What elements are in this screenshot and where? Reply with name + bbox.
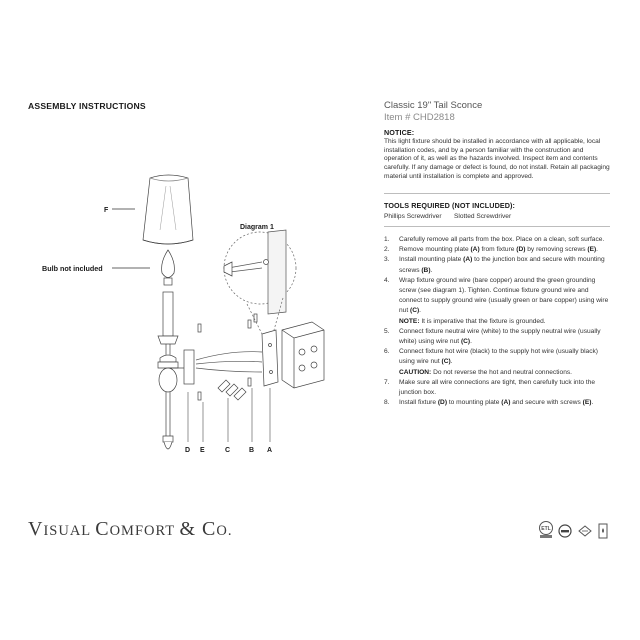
part-reference: (D) [437, 399, 448, 407]
part-reference: (D) [516, 246, 526, 254]
step-text: . [430, 266, 433, 274]
note-label: NOTE: [399, 317, 420, 325]
instruction-step [384, 327, 610, 347]
assembly-diagram [0, 0, 380, 480]
step-text: . [596, 246, 599, 254]
junction-box-illustration [282, 322, 324, 388]
part-reference: (C) [460, 338, 471, 346]
page-title: ASSEMBLY INSTRUCTIONS [28, 101, 146, 111]
step-text: Install fixture [399, 399, 438, 407]
step-note [399, 368, 610, 378]
step-text: . [419, 307, 421, 315]
label-part-a: A [267, 447, 273, 454]
lamp-shade-illustration [143, 175, 193, 244]
step-number: 7. [384, 378, 390, 386]
item-number: Item # CHD2818 [384, 112, 455, 123]
step-number: 8. [384, 399, 390, 407]
step-text: Remove mounting plate [399, 246, 471, 254]
part-reference: (E) [587, 246, 597, 254]
instruction-step [384, 245, 610, 255]
divider [384, 193, 610, 194]
step-text: Make sure all wire connections are tight, then carefully tuck into the junction box. [399, 378, 596, 397]
tool-phillips-screwdriver: Phillips Screwdriver [384, 213, 442, 220]
instruction-step [384, 255, 610, 275]
step-number: 3. [384, 256, 390, 264]
step-text: . [591, 399, 594, 407]
label-diagram-1: Diagram 1 [240, 224, 274, 231]
wire-nut-illustration [218, 380, 246, 400]
label-bulb-not-included: Bulb not included [42, 264, 103, 273]
divider [384, 226, 610, 227]
damp-location-icon [598, 523, 608, 539]
etl-listed-icon [538, 520, 554, 540]
instruction-steps [384, 235, 610, 408]
instruction-step [384, 235, 610, 245]
step-text: from fixture [479, 246, 517, 254]
mounting-plate-illustration [262, 330, 278, 386]
step-text: by removing screws [525, 246, 588, 254]
step-text: Wrap fixture ground wire (bare copper) around the green grounding screw (see diagram 1). Tighten. Continue fixture ground wire and connect to supply ground wire (usually green or bare copper) using wire nut [399, 276, 609, 315]
note-text: Do not reverse the hot and neutral connections. [431, 368, 572, 376]
label-part-d: D [185, 447, 191, 454]
part-reference: (C) [410, 307, 420, 315]
step-text: . [470, 338, 472, 346]
instruction-step [384, 347, 610, 378]
note-label: CAUTION: [399, 368, 432, 376]
step-number: 2. [384, 246, 390, 254]
step-number: 1. [384, 236, 390, 243]
led-bulb-icon [578, 525, 592, 537]
instruction-step [384, 398, 610, 408]
product-name: Classic 19" Tail Sconce [384, 100, 483, 111]
part-reference: (B) [421, 266, 431, 274]
tools-heading: TOOLS REQUIRED (NOT INCLUDED): [384, 201, 516, 210]
notice-body: This light fixture should be installed in accordance with all applicable, local installation codes, and by a person familiar with the construction and operation of it, as well as the hazards involved. Inspect item and contents carefully. If any damage or defect is found, do not install. Retain all packaging material until installation is complete and approved. [384, 138, 610, 180]
step-text: to the junction box and secure with mounting screws [399, 256, 605, 274]
step-text: Connect fixture neutral wire (white) to the supply neutral wire (usually white) using wire nut [399, 327, 601, 346]
part-reference: (A) [470, 246, 480, 254]
part-reference: (A) [501, 399, 511, 407]
tool-slotted-screwdriver: Slotted Screwdriver [454, 213, 512, 220]
part-reference: (E) [582, 399, 592, 407]
part-reference: (C) [441, 358, 451, 366]
bulb-illustration [162, 250, 175, 285]
diagram-1-detail [224, 230, 296, 334]
label-part-b: B [249, 447, 255, 454]
step-number: 6. [384, 348, 390, 356]
step-text: and secure with screws [510, 399, 583, 407]
label-shade: F [104, 207, 109, 214]
brand-logo: VISUAL COMFORT & CO. [28, 518, 233, 540]
step-text: Connect fixture hot wire (black) to the supply hot wire (usually black) using wire nut [399, 348, 598, 366]
step-note [399, 317, 610, 327]
step-text: Carefully remove all parts from the box. Place on a clean, soft surface. [399, 236, 605, 243]
svg-text:ETL: ETL [541, 526, 551, 532]
part-reference: (A) [463, 256, 473, 264]
step-number: 4. [384, 276, 390, 284]
note-text: It is imperative that the fixture is grounded. [419, 317, 546, 325]
step-number: 5. [384, 327, 390, 335]
step-text: Install mounting plate [399, 256, 464, 264]
notice-heading: NOTICE: [384, 128, 415, 137]
step-text: to mounting plate [447, 399, 502, 407]
instruction-step [384, 276, 610, 327]
label-part-e: E [200, 447, 205, 454]
label-part-c: C [225, 447, 231, 454]
title-24-icon [558, 524, 572, 538]
sconce-fixture-illustration [158, 292, 194, 449]
step-text: . [450, 358, 453, 366]
instruction-step [384, 378, 610, 398]
